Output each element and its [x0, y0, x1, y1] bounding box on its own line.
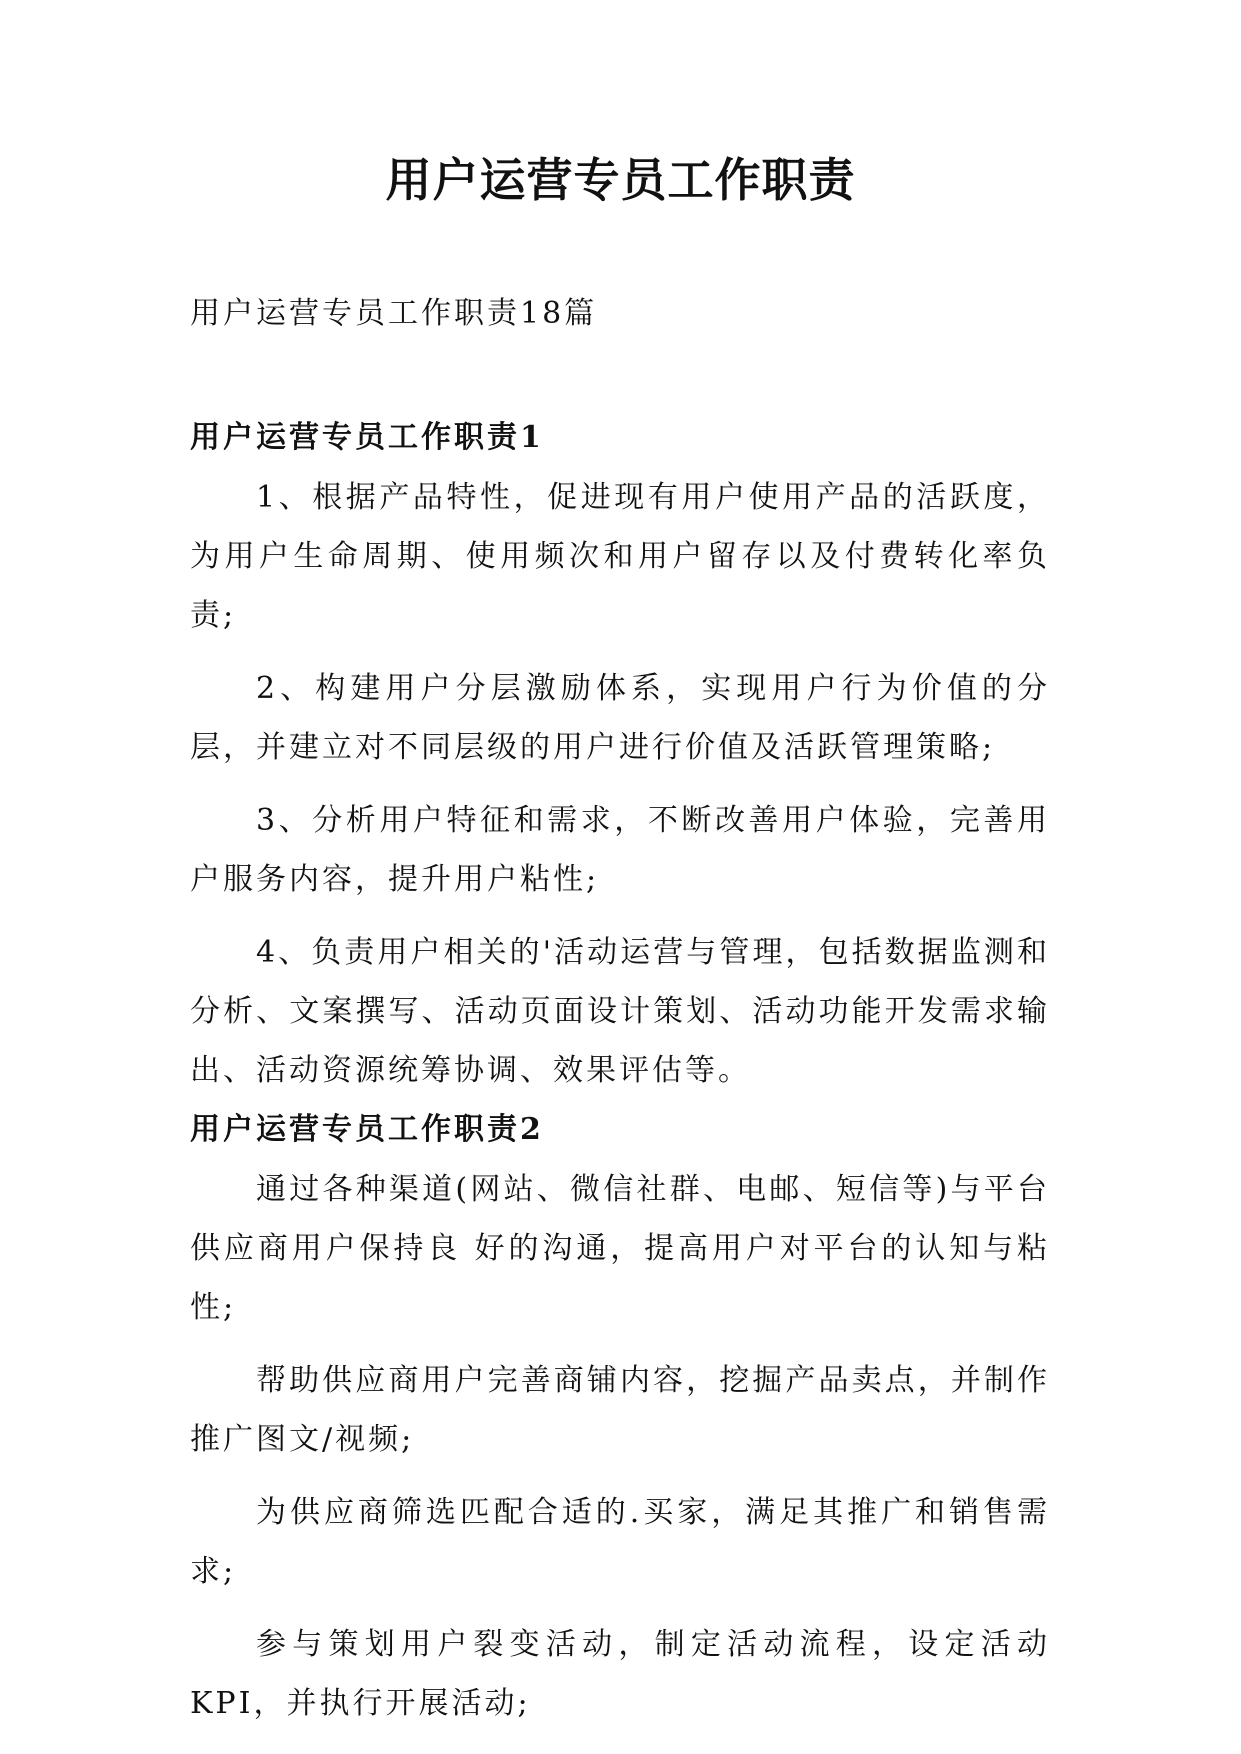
- paragraph: 3、分析用户特征和需求，不断改善用户体验，完善用户服务内容，提升用户粘性;: [190, 803, 1050, 897]
- document-subtitle: 用户运营专员工作职责18篇: [190, 296, 598, 331]
- document-body: [190, 408, 1050, 1733]
- paragraph: 1、根据产品特性，促进现有用户使用产品的活跃度，为用户生命周期、使用频次和用户留存以及付费转化率负责;: [190, 480, 1050, 633]
- section-1: [190, 408, 1050, 1100]
- paragraph: 2、构建用户分层激励体系，实现用户行为价值的分层，并建立对不同层级的用户进行价值及活跃管理策略;: [190, 671, 1050, 765]
- paragraph: 通过各种渠道(网站、微信社群、电邮、短信等)与平台供应商用户保持良 好的沟通，提高用户对平台的认知与粘性;: [190, 1172, 1050, 1325]
- paragraph: 参与策划用户裂变活动，制定活动流程，设定活动KPI，并执行开展活动;: [190, 1627, 1050, 1721]
- paragraph: 4、负责用户相关的'活动运营与管理，包括数据监测和分析、文案撰写、活动页面设计策划、活动功能开发需求输出、活动资源统筹协调、效果评估等。: [190, 935, 1050, 1088]
- document-title: 用户运营专员工作职责: [385, 153, 856, 207]
- paragraph: 为供应商筛选匹配合适的.买家，满足其推广和销售需求;: [190, 1495, 1050, 1589]
- paragraph: 帮助供应商用户完善商铺内容，挖掘产品卖点，并制作推广图文/视频;: [190, 1363, 1050, 1457]
- section-2: [190, 1100, 1050, 1733]
- section-heading: 用户运营专员工作职责1: [190, 420, 544, 455]
- section-heading: 用户运营专员工作职责2: [190, 1112, 544, 1147]
